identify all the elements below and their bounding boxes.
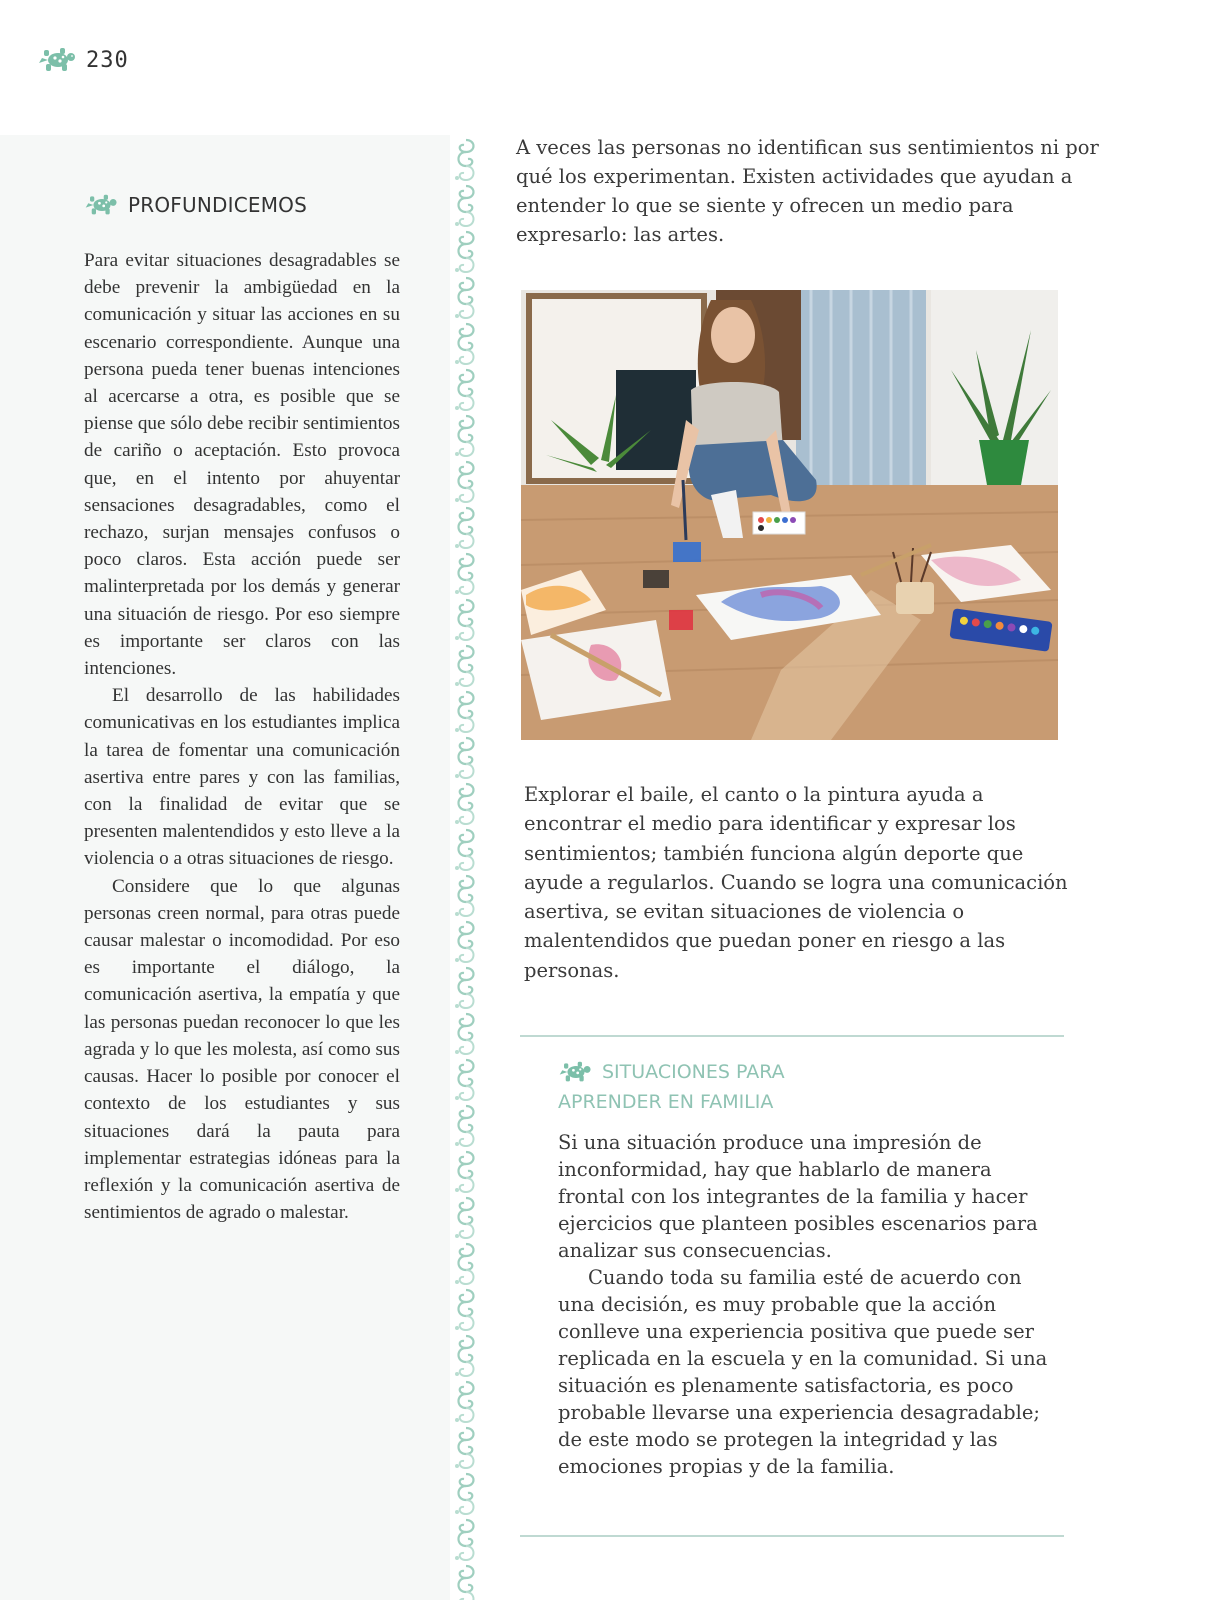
family-situations-box: [520, 1035, 1064, 1537]
sidebar-heading: [84, 193, 307, 217]
intro-text: A veces las personas no identifican sus sentimientos ni por qué los experimentan. Existen actividades que ayudan a entender lo que se siente y ofrecen un medio para expresarlo: las artes.: [516, 136, 1099, 246]
family-paragraph: Cuando toda su familia esté de acuerdo con una decisión, es muy probable que la acción conlleve una experiencia positiva que puede ser replicada en la escuela y en la comunidad. Si una situación es plenamente satisfactoria, es poco probable llevarse una experiencia desagradable; de este modo se protegen la integridad y las emociones propias y de la familia.: [558, 1266, 1048, 1478]
family-heading: [558, 1057, 1018, 1117]
spiral-ornament-strip: [452, 138, 480, 1600]
page-number: 230: [86, 47, 129, 73]
sidebar-profundicemos: [0, 135, 450, 1600]
family-body: [558, 1129, 1064, 1480]
caption-text: Explorar el baile, el canto o la pintura ayuda a encontrar el medio para identificar y expresar los sentimientos; también funciona algún deporte que ayude a regularlos. Cuando se logra una comunicación asertiva, se evitan situaciones de violencia o malentendidos que puedan poner en riesgo a las personas.: [524, 783, 1068, 982]
sidebar-paragraph: El desarrollo de las habilidades comunicativas en los estudiantes implica la tarea de fomentar una comunicación asertiva entre pares y con las familias, con la finalidad de evitar que se presenten malentendidos y esto lleve a la violencia o a otras situaciones de riesgo.: [84, 685, 400, 870]
sidebar-paragraph: Para evitar situaciones desagradables se debe prevenir la ambigüedad en la comunicación y situar las acciones en su escenario correspondiente. Aunque una persona pueda tener buenas intenciones al acercarse a otra, es posible que se piense que sólo debe recibir sentimientos de cariño o aceptación. Esto provoca que, en el intento por ahuyentar sensaciones desagradables, como el rechazo, surjan mensajes confusos o poco claros. Esta acción puede ser malinterpretada por los demás y generar una situación de riesgo. Por eso siempre es importante ser claros con las intenciones.: [84, 250, 400, 680]
family-title-line2: APRENDER EN FAMILIA: [558, 1091, 774, 1113]
family-paragraph: Si una situación produce una impresión de inconformidad, hay que hablarlo de manera frontal con los integrantes de la familia y hacer ejercicios que planteen posibles escenarios para analizar sus consecuencias.: [558, 1131, 1038, 1262]
family-title-line1: SITUACIONES PARA: [602, 1061, 785, 1083]
intro-paragraph: [516, 133, 1106, 249]
painting-photo: [521, 290, 1058, 740]
sidebar-body: [84, 247, 400, 1226]
sidebar-paragraph: Considere que lo que algunas personas creen normal, para otras puede causar malestar o incomodidad. Por eso es importante el diálogo, la comunicación asertiva, la empatía y que las personas puedan reconocer lo que les agrada y lo que les molesta, así como sus causas. Hacer lo posible por conocer el contexto de los estudiantes y sus situaciones dará la pauta para implementar estrategias idóneas para la reflexión y la comunicación asertiva de sentimientos de agrado o malestar.: [84, 875, 400, 1224]
page-header: [38, 42, 129, 78]
sidebar-title: PROFUNDICEMOS: [128, 193, 307, 217]
caption-paragraph: [524, 780, 1084, 985]
turtle-glyph-icon: [84, 193, 120, 217]
turtle-glyph-icon: [38, 46, 78, 74]
turtle-glyph-icon: [558, 1060, 594, 1084]
